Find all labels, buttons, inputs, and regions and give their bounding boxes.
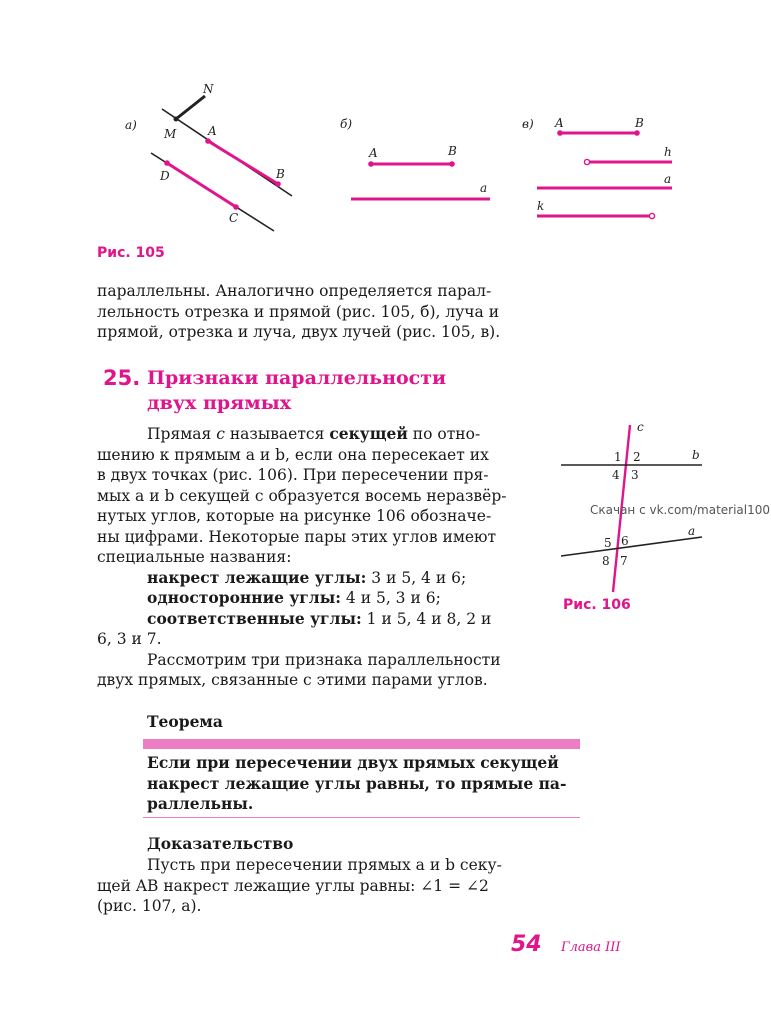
paragraph-line xyxy=(97,424,537,445)
point-m xyxy=(174,117,179,122)
theorem-heading: Теорема xyxy=(147,712,223,731)
label-m: M xyxy=(164,127,177,141)
angle-3: 3 xyxy=(631,468,639,482)
paragraph-line: специальные названия: xyxy=(97,548,292,566)
point-a-b xyxy=(368,161,374,167)
angle-pair xyxy=(97,568,537,589)
angle-pair-value: 4 и 5, 3 и 6; xyxy=(345,589,441,607)
label-c: C xyxy=(229,211,239,225)
label-d: D xyxy=(160,169,170,183)
theorem-statement xyxy=(147,753,579,815)
point-b-b xyxy=(449,161,455,167)
page-number: 54 xyxy=(511,932,542,957)
point-b xyxy=(275,181,281,187)
proof-paragraph xyxy=(97,855,542,917)
angle-1: 1 xyxy=(614,450,622,464)
label-b: B xyxy=(276,167,285,181)
text-span: по отно- xyxy=(407,425,481,443)
angle-pair-name: накрест лежащие углы: xyxy=(147,567,367,587)
label-h: h xyxy=(664,145,672,159)
figure-105-caption: Рис. 105 xyxy=(97,245,165,261)
intro-line: параллельны. Аналогично определяется парал- xyxy=(97,282,492,300)
paragraph-line: мых a и b секущей c образуется восемь неразвёр- xyxy=(97,486,507,505)
angle-pair xyxy=(97,588,537,609)
paragraph-line: ны цифрами. Некоторые пары этих углов имеют xyxy=(97,527,497,546)
point-a xyxy=(205,138,211,144)
term-secant: секущей xyxy=(329,424,408,443)
label-a-v: A xyxy=(555,116,564,130)
angle-pairs-tail: 6, 3 и 7. xyxy=(97,630,162,648)
angle-6: 6 xyxy=(621,534,629,548)
label-line-b: b xyxy=(692,448,700,462)
watermark: Скачан с vk.com/material100 xyxy=(590,503,771,517)
segment-dc xyxy=(167,163,236,207)
angle-pair-name: односторонние углы: xyxy=(147,588,341,607)
proof-line: Пусть при пересечении прямых a и b секу- xyxy=(147,856,502,874)
label-a-line-v: a xyxy=(664,172,672,186)
segment-ab xyxy=(208,141,278,184)
angle-pair-name: соответственные углы: xyxy=(147,608,362,628)
section-number: 25. xyxy=(103,366,141,390)
label-n: N xyxy=(203,82,214,96)
point-c xyxy=(233,204,239,210)
label-line-a: a xyxy=(688,524,696,538)
paragraph-secant xyxy=(97,424,537,691)
angle-pair xyxy=(97,609,537,630)
fig105v-label: в) xyxy=(522,117,534,131)
angle-8: 8 xyxy=(602,554,610,568)
angle-5: 5 xyxy=(604,536,612,550)
text-em: c xyxy=(216,425,225,443)
angle-2: 2 xyxy=(633,450,641,464)
angle-pair-value: 1 и 5, 4 и 8, 2 и xyxy=(366,609,492,628)
figure-105v xyxy=(522,116,672,219)
paragraph-line: Рассмотрим три признака параллельности xyxy=(147,650,501,669)
label-b-b: B xyxy=(448,144,457,158)
angle-pair-value: 3 и 5, 4 и 6; xyxy=(371,568,467,587)
line-a xyxy=(561,537,702,556)
theorem-bar xyxy=(143,739,580,749)
fig105a-label: а) xyxy=(125,118,137,132)
intro-line: прямой, отрезка и луча, двух лучей (рис. 105, в). xyxy=(97,323,501,341)
label-line-a-b: a xyxy=(480,181,488,195)
chapter-label: Глава III xyxy=(561,940,621,955)
label-b-v: B xyxy=(635,116,644,130)
theorem-line: Если при пересечении двух прямых секущей xyxy=(147,753,559,772)
angle-4: 4 xyxy=(612,468,620,482)
paragraph-line: в двух точках (рис. 106). При пересечении пря- xyxy=(97,466,489,484)
angle-7: 7 xyxy=(620,554,628,568)
paragraph-line: нутых углов, которые на рисунке 106 обозначе- xyxy=(97,507,492,525)
intro-paragraph xyxy=(97,281,500,343)
paragraph-line: шению к прямым a и b, если она пересекает их xyxy=(97,445,489,464)
figure-105a xyxy=(125,82,292,231)
theorem-line: раллельны. xyxy=(147,794,254,813)
intro-line: лельность отрезка и прямой (рис. 105, б), луча и xyxy=(97,302,500,321)
theorem-line: накрест лежащие углы равны, то прямые па- xyxy=(147,773,567,793)
label-secant-c: c xyxy=(637,420,644,434)
label-k: k xyxy=(537,199,545,213)
section-title-line: Признаки параллельности xyxy=(147,367,447,389)
segment-mn xyxy=(176,96,205,119)
proof-heading: Доказательство xyxy=(147,834,294,853)
text-span: называется xyxy=(224,425,330,443)
point-a-v xyxy=(557,130,563,136)
label-a: A xyxy=(208,124,217,138)
ray-h-start xyxy=(584,159,589,164)
ray-k-start xyxy=(649,213,654,218)
section-title xyxy=(147,366,467,416)
point-d xyxy=(164,160,170,166)
proof-line: щей AB накрест лежащие углы равны: ∠1 = ∠2 xyxy=(97,876,489,895)
figure-106-caption: Рис. 106 xyxy=(563,597,631,613)
text-span: Прямая xyxy=(147,425,217,443)
figure-105b xyxy=(340,117,490,199)
proof-line: (рис. 107, а). xyxy=(97,897,202,915)
label-a-b: A xyxy=(369,146,378,160)
point-b-v xyxy=(634,130,640,136)
section-title-line: двух прямых xyxy=(147,392,292,414)
paragraph-line: двух прямых, связанные с этими парами углов. xyxy=(97,671,488,689)
fig105b-label: б) xyxy=(340,117,353,131)
